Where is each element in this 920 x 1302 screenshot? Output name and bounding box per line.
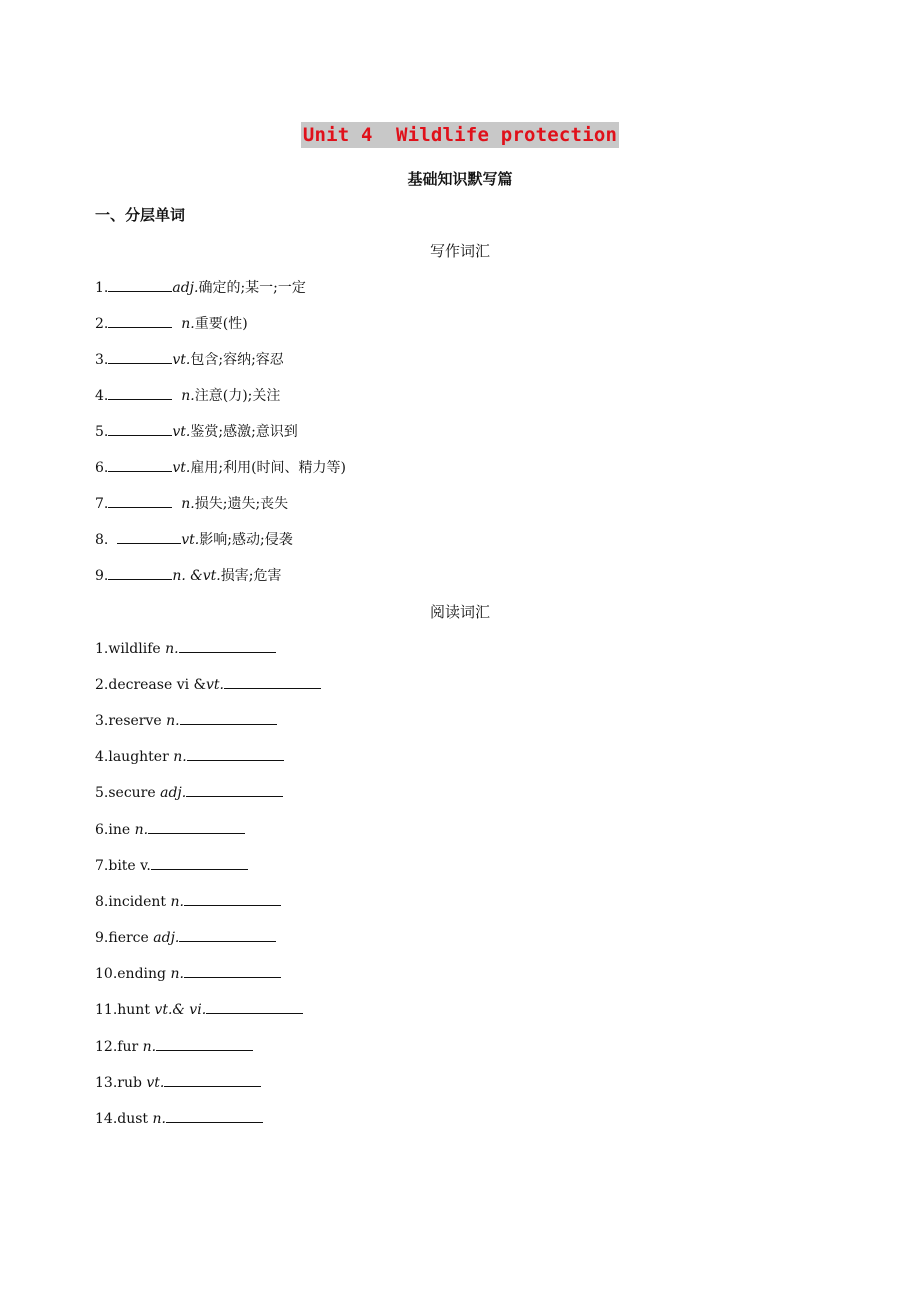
item-word: bite v. bbox=[108, 858, 151, 874]
item-number: 14. bbox=[95, 1111, 118, 1127]
part-of-speech: n. &vt. bbox=[172, 568, 221, 584]
reading-item bbox=[95, 890, 281, 913]
writing-item bbox=[95, 492, 288, 515]
answer-blank[interactable] bbox=[108, 492, 172, 508]
answer-blank[interactable] bbox=[179, 926, 276, 942]
item-meaning: 确定的;某一;一定 bbox=[198, 280, 306, 296]
writing-item bbox=[95, 528, 293, 551]
item-number: 3. bbox=[95, 352, 109, 368]
reading-item bbox=[95, 998, 303, 1021]
reading-vocab-heading: 阅读词汇 bbox=[429, 603, 490, 621]
item-number: 9. bbox=[95, 930, 109, 946]
item-number: 2. bbox=[95, 677, 109, 693]
item-number: 1. bbox=[95, 641, 109, 657]
subtitle: 基础知识默写篇 bbox=[407, 170, 513, 188]
answer-blank[interactable] bbox=[206, 998, 303, 1014]
writing-item bbox=[95, 312, 248, 335]
part-of-speech: vt.& vi. bbox=[154, 1002, 207, 1018]
answer-blank[interactable] bbox=[179, 637, 276, 653]
item-number: 8. bbox=[95, 894, 109, 910]
part-of-speech: n. bbox=[165, 641, 179, 657]
item-meaning: 雇用;利用(时间、精力等) bbox=[190, 460, 346, 476]
item-number: 12. bbox=[95, 1039, 118, 1055]
item-number: 1. bbox=[95, 280, 109, 296]
answer-blank[interactable] bbox=[184, 890, 281, 906]
item-number: 3. bbox=[95, 713, 109, 729]
writing-item bbox=[95, 348, 284, 371]
part-of-speech: n. bbox=[173, 749, 187, 765]
answer-blank[interactable] bbox=[108, 420, 172, 436]
item-word: ending bbox=[117, 966, 166, 982]
part-of-speech: n. bbox=[181, 388, 195, 404]
reading-item bbox=[95, 926, 276, 949]
writing-item bbox=[95, 384, 280, 407]
item-word: fierce bbox=[108, 930, 149, 946]
item-number: 10. bbox=[95, 966, 118, 982]
item-word: laughter bbox=[108, 749, 169, 765]
item-number: 13. bbox=[95, 1075, 118, 1091]
item-word: decrease vi & bbox=[108, 677, 206, 693]
reading-item bbox=[95, 637, 276, 660]
item-number: 9. bbox=[95, 568, 109, 584]
writing-vocab-heading: 写作词汇 bbox=[429, 242, 490, 260]
part-of-speech: vt. bbox=[172, 424, 191, 440]
item-word: wildlife bbox=[108, 641, 161, 657]
part-of-speech: vt. bbox=[146, 1075, 165, 1091]
answer-blank[interactable] bbox=[164, 1071, 261, 1087]
part-of-speech: adj. bbox=[160, 785, 187, 801]
part-of-speech: vt. bbox=[172, 352, 191, 368]
writing-item bbox=[95, 564, 281, 587]
part-of-speech: n. bbox=[142, 1039, 157, 1055]
reading-item bbox=[95, 1071, 261, 1094]
part-of-speech: n. bbox=[134, 822, 149, 838]
item-meaning: 损害;危害 bbox=[220, 568, 282, 584]
part-of-speech: n. bbox=[152, 1111, 166, 1127]
reading-item bbox=[95, 781, 283, 804]
item-word: fur bbox=[117, 1039, 139, 1055]
item-number: 6. bbox=[95, 460, 109, 476]
answer-blank[interactable] bbox=[148, 818, 245, 834]
answer-blank[interactable] bbox=[117, 528, 181, 544]
item-word: dust bbox=[117, 1111, 149, 1127]
answer-blank[interactable] bbox=[108, 312, 172, 328]
answer-blank[interactable] bbox=[184, 962, 281, 978]
reading-item bbox=[95, 745, 284, 768]
answer-blank[interactable] bbox=[108, 276, 172, 292]
reading-item bbox=[95, 709, 277, 732]
reading-item bbox=[95, 962, 281, 985]
part-of-speech: adj. bbox=[153, 930, 180, 946]
part-of-speech: n. bbox=[170, 894, 184, 910]
answer-blank[interactable] bbox=[108, 564, 172, 580]
reading-item bbox=[95, 818, 245, 841]
item-word: secure bbox=[108, 785, 156, 801]
part-of-speech: vt. bbox=[206, 677, 224, 693]
reading-item bbox=[95, 854, 248, 877]
answer-blank[interactable] bbox=[166, 1107, 263, 1123]
unit-title: Unit 4 Wildlife protection bbox=[302, 124, 618, 146]
item-number: 2. bbox=[95, 316, 109, 332]
answer-blank[interactable] bbox=[187, 745, 284, 761]
item-number: 7. bbox=[95, 496, 109, 512]
item-word: ine bbox=[108, 822, 131, 838]
item-word: rub bbox=[117, 1075, 142, 1091]
item-number: 4. bbox=[95, 749, 109, 765]
answer-blank[interactable] bbox=[151, 854, 248, 870]
item-number: 6. bbox=[95, 822, 109, 838]
answer-blank[interactable] bbox=[108, 348, 172, 364]
title-wrap bbox=[0, 122, 920, 148]
part-of-speech: n. bbox=[181, 496, 195, 512]
reading-item bbox=[95, 673, 321, 696]
item-word: reserve bbox=[108, 713, 162, 729]
part-of-speech: vt. bbox=[181, 532, 200, 548]
answer-blank[interactable] bbox=[224, 673, 321, 689]
item-word: hunt bbox=[117, 1002, 150, 1018]
item-meaning: 鉴赏;感激;意识到 bbox=[190, 424, 298, 440]
answer-blank[interactable] bbox=[156, 1035, 253, 1051]
item-meaning: 包含;容纳;容忍 bbox=[190, 352, 284, 368]
item-number: 5. bbox=[95, 424, 109, 440]
reading-item bbox=[95, 1035, 253, 1058]
part-of-speech: n. bbox=[166, 713, 180, 729]
writing-item bbox=[95, 420, 298, 443]
part-of-speech: n. bbox=[181, 316, 195, 332]
item-number: 7. bbox=[95, 858, 109, 874]
item-meaning: 注意(力);关注 bbox=[194, 388, 281, 404]
answer-blank[interactable] bbox=[180, 709, 277, 725]
item-number: 11. bbox=[95, 1002, 118, 1018]
item-number: 5. bbox=[95, 785, 109, 801]
section-heading: 一、分层单词 bbox=[95, 206, 186, 224]
item-number: 8. bbox=[95, 532, 109, 548]
item-meaning: 重要(性) bbox=[194, 316, 248, 332]
item-meaning: 影响;感动;侵袭 bbox=[199, 532, 293, 548]
reading-item bbox=[95, 1107, 263, 1130]
item-number: 4. bbox=[95, 388, 109, 404]
item-meaning: 损失;遗失;丧失 bbox=[194, 496, 289, 512]
part-of-speech: vt. bbox=[172, 460, 191, 476]
item-word: incident bbox=[108, 894, 167, 910]
answer-blank[interactable] bbox=[108, 384, 172, 400]
writing-item bbox=[95, 276, 306, 299]
writing-item bbox=[95, 456, 346, 479]
part-of-speech: n. bbox=[170, 966, 184, 982]
part-of-speech: adj. bbox=[172, 280, 199, 296]
answer-blank[interactable] bbox=[186, 781, 283, 797]
answer-blank[interactable] bbox=[108, 456, 172, 472]
